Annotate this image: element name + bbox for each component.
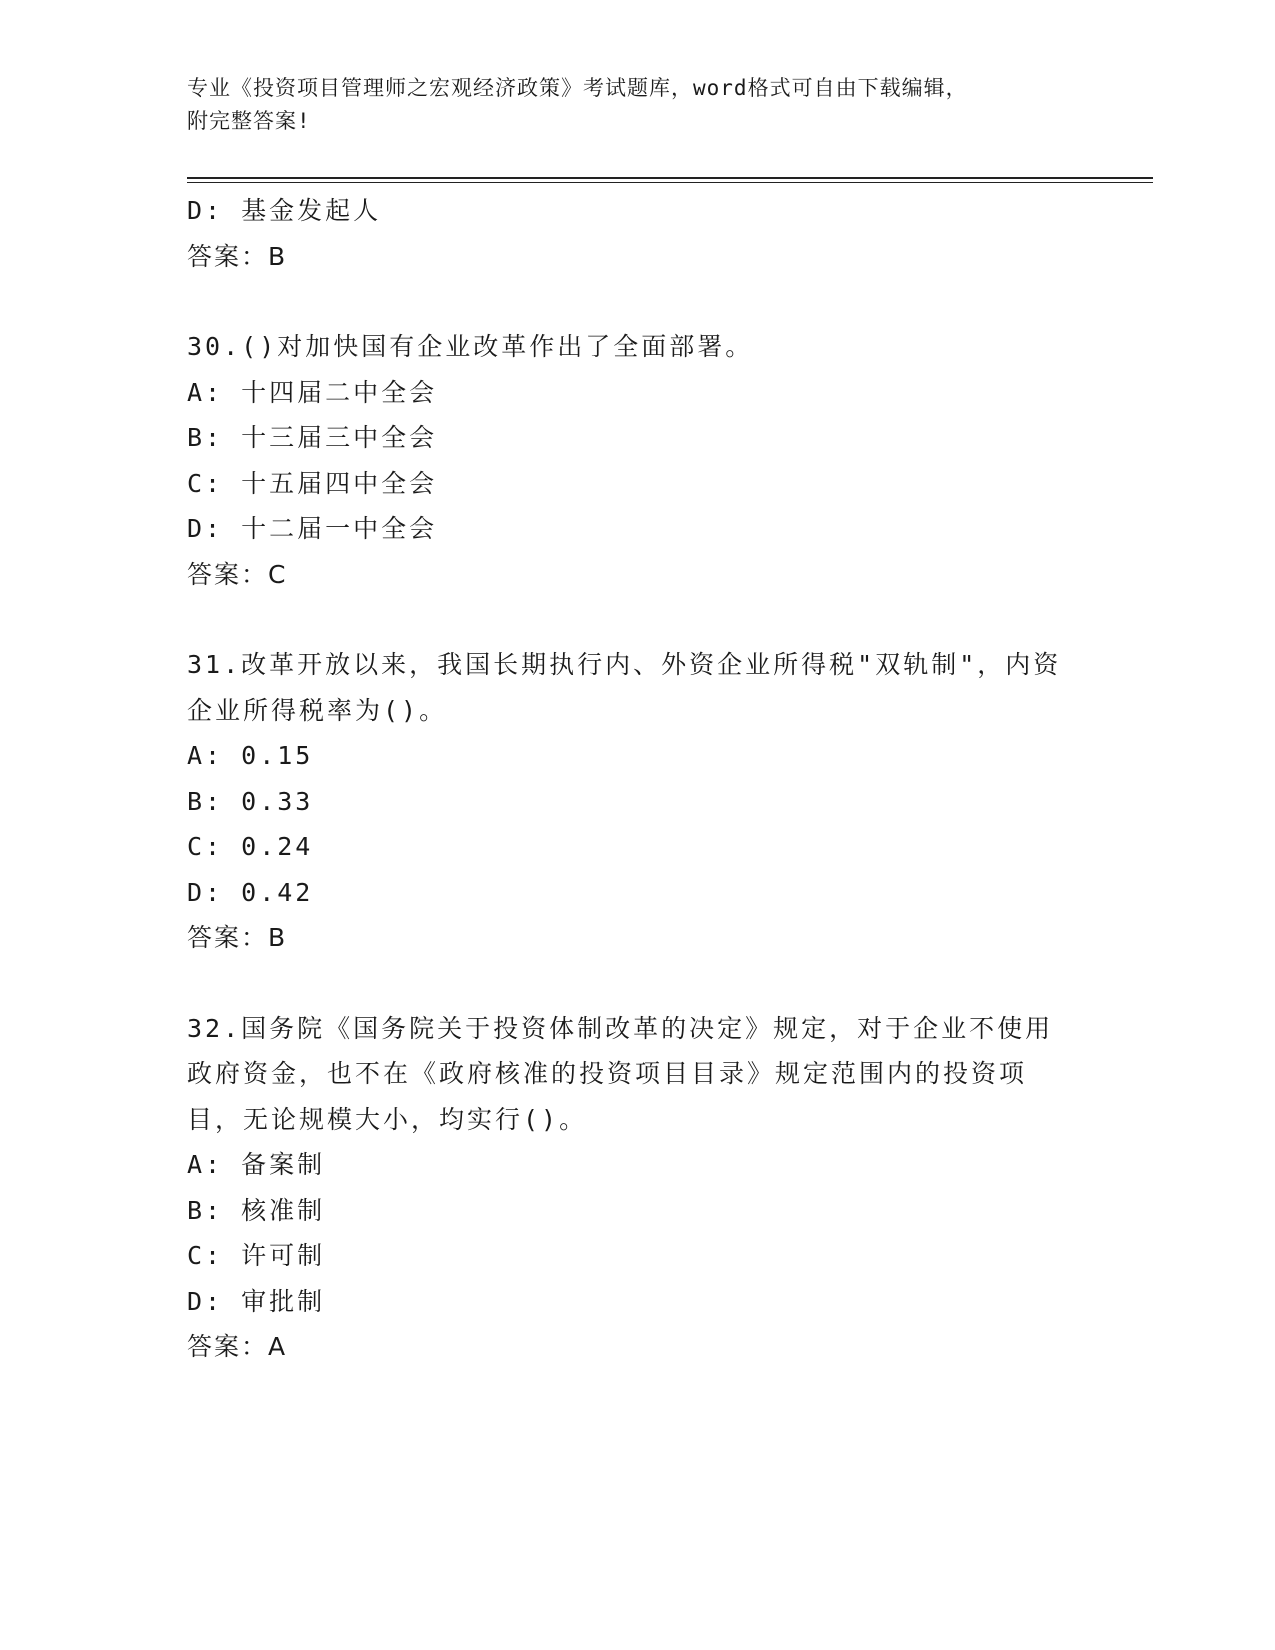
- option-d: D: 十二届一中全会: [187, 514, 438, 543]
- question-text: 30.()对加快国有企业改革作出了全面部署。: [187, 332, 754, 361]
- option-a: A: 十四届二中全会: [187, 377, 438, 407]
- question-text: 31.改革开放以来，我国长期执行内、外资企业所得税"双轨制"，内资: [187, 650, 1062, 679]
- header-line-2: 附完整答案!: [187, 109, 311, 133]
- option-d: D: 0.42: [187, 877, 314, 907]
- question-text: 政府资金，也不在《政府核准的投资项目目录》规定范围内的投资项: [187, 1059, 1028, 1088]
- spacer: [187, 961, 1067, 1006]
- header-line-1: 专业《投资项目管理师之宏观经济政策》考试题库，word格式可自由下载编辑，: [187, 76, 968, 100]
- option-b: B: 十三届三中全会: [187, 423, 438, 452]
- option-c: C: 0.24: [187, 832, 314, 861]
- spacer: [187, 597, 1067, 642]
- option-a: A: 0.15: [187, 741, 314, 770]
- option-a: A: 备案制: [187, 1150, 326, 1179]
- spacer: [187, 279, 1067, 324]
- question-item: [187, 324, 1067, 597]
- document-header: [187, 72, 1067, 138]
- question-text: 目，无论规模大小，均实行()。: [187, 1104, 588, 1134]
- question-list: [187, 188, 1067, 1370]
- header-divider-thin: [187, 182, 1153, 183]
- question-text: 32.国务院《国务院关于投资体制改革的决定》规定，对于企业不使用: [187, 1013, 1054, 1043]
- question-text: 企业所得税率为()。: [187, 695, 448, 725]
- option-d: D: 基金发起人: [187, 196, 382, 225]
- option-c: C: 许可制: [187, 1241, 326, 1270]
- answer: 答案：B: [187, 241, 288, 271]
- option-b: B: 0.33: [187, 786, 314, 816]
- question-item: [187, 642, 1067, 961]
- answer: 答案：A: [187, 1332, 288, 1361]
- header-divider-thick: [187, 177, 1153, 179]
- option-c: C: 十五届四中全会: [187, 468, 438, 498]
- option-b: B: 核准制: [187, 1195, 326, 1225]
- answer: 答案：B: [187, 923, 288, 952]
- question-item: [187, 1006, 1067, 1370]
- option-d: D: 审批制: [187, 1286, 326, 1316]
- answer: 答案：C: [187, 559, 288, 589]
